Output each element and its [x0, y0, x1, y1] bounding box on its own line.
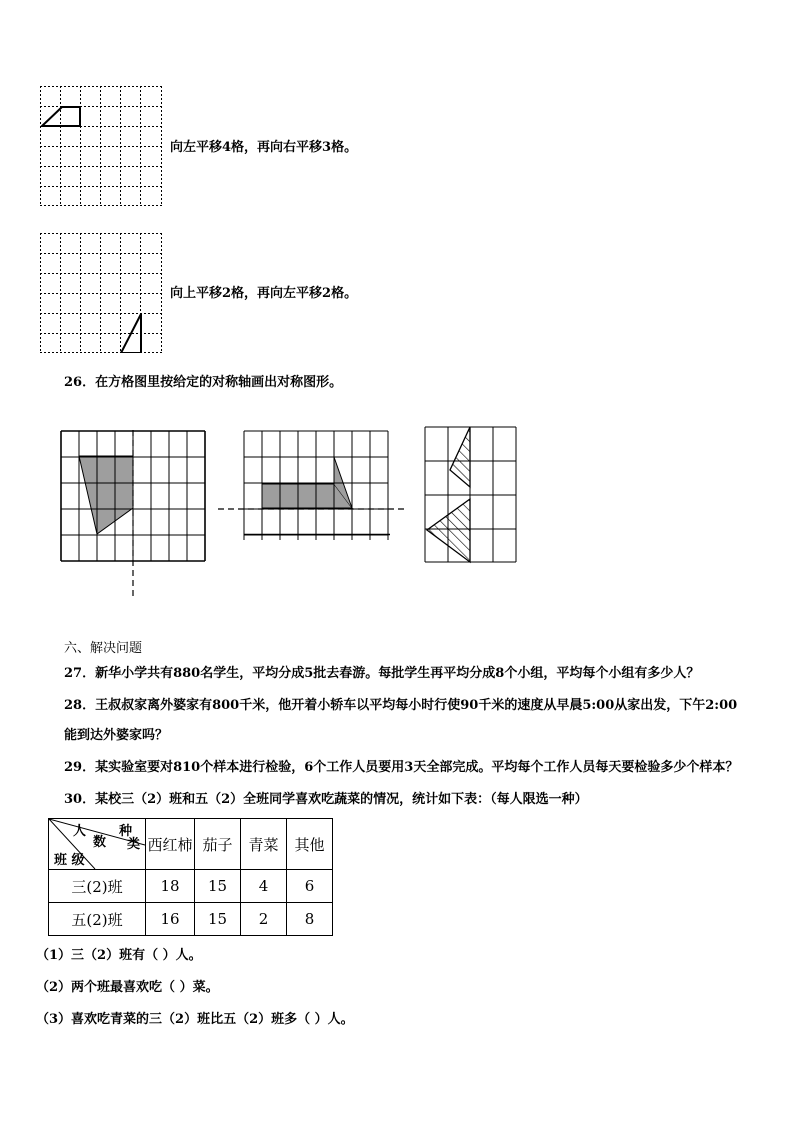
column-header: 青菜 — [241, 819, 287, 870]
table-cell: 6 — [287, 870, 333, 903]
question-number: 27． — [64, 666, 96, 681]
question-text: 新华小学共有880名学生，平均分成5批去春游。每批学生再平均分成8个小组，平均每个小组有多少人？ — [95, 666, 700, 681]
column-header: 西红柿 — [146, 819, 195, 870]
table-cell: 18 — [146, 870, 195, 903]
table-cell: 2 — [241, 903, 287, 936]
question-number: 28． — [64, 698, 96, 713]
question-28 — [64, 698, 737, 714]
question-number: 30． — [64, 792, 96, 807]
sub-question-1: （1）三（2）班有（ ）人。 — [36, 948, 202, 963]
question-text: 王叔叔家离外婆家有800千米，他开着小轿车以平均每小时行使90千米的速度从早晨5:00从家出发，下午2:00 — [95, 698, 738, 713]
table-cell: 8 — [287, 903, 333, 936]
table-cell: 16 — [146, 903, 195, 936]
translation-grid-1 — [40, 86, 162, 206]
grid-bottom-edge — [244, 533, 392, 536]
translation-instruction-2: 向上平移2格，再向左平移2格。 — [170, 286, 358, 301]
table-cell: 15 — [195, 870, 241, 903]
table-header-row — [49, 819, 333, 870]
translation-grid-2 — [40, 233, 162, 353]
table-row — [49, 870, 333, 903]
corner-label-shu: 数 — [93, 835, 107, 850]
table-cell: 15 — [195, 903, 241, 936]
sub-question-2: （2）两个班最喜欢吃（ ）菜。 — [36, 980, 219, 995]
table-corner-header — [49, 819, 146, 870]
translation-instruction-1: 向左平移4格，再向右平移3格。 — [170, 140, 358, 155]
hatched-triangle-upper — [450, 427, 470, 487]
question-text: 某校三（2）班和五（2）全班同学喜欢吃蔬菜的情况，统计如下表：（每人限选一种） — [95, 792, 588, 807]
corner-label-ren: 人 — [73, 824, 87, 839]
section-title: 六、解决问题 — [64, 641, 143, 656]
symmetry-grid-vertical-axis — [60, 430, 210, 596]
question-number: 26． — [64, 375, 96, 390]
table-cell: 4 — [241, 870, 287, 903]
column-header: 茄子 — [195, 819, 241, 870]
column-header: 其他 — [287, 819, 333, 870]
question-29 — [64, 760, 738, 776]
shaded-shape — [79, 456, 133, 534]
row-label: 三(2)班 — [49, 870, 146, 903]
corner-label-lei: 类 — [127, 837, 141, 852]
row-label: 五(2)班 — [49, 903, 146, 936]
corner-label-zhong: 种 — [119, 824, 133, 839]
table-row — [49, 903, 333, 936]
question-26 — [64, 375, 342, 391]
vegetable-survey-table — [48, 818, 333, 936]
question-30 — [64, 792, 588, 808]
question-number: 29． — [64, 760, 96, 775]
sub-question-3: （3）喜欢吃青菜的三（2）班比五（2）班多（ ）人。 — [36, 1012, 354, 1027]
question-28-continued: 能到达外婆家吗？ — [64, 728, 169, 743]
question-text: 某实验室要对810个样本进行检验，6个工作人员要用3天全部完成。平均每个工作人员每天要检验多少个样本？ — [95, 760, 739, 775]
symmetry-grid-hatched — [424, 426, 520, 564]
symmetry-grid-horizontal-axis — [218, 430, 404, 540]
question-text: 在方格图里按给定的对称轴画出对称图形。 — [95, 375, 343, 390]
corner-label-banji: 班 级 — [54, 853, 85, 868]
question-27 — [64, 666, 699, 682]
